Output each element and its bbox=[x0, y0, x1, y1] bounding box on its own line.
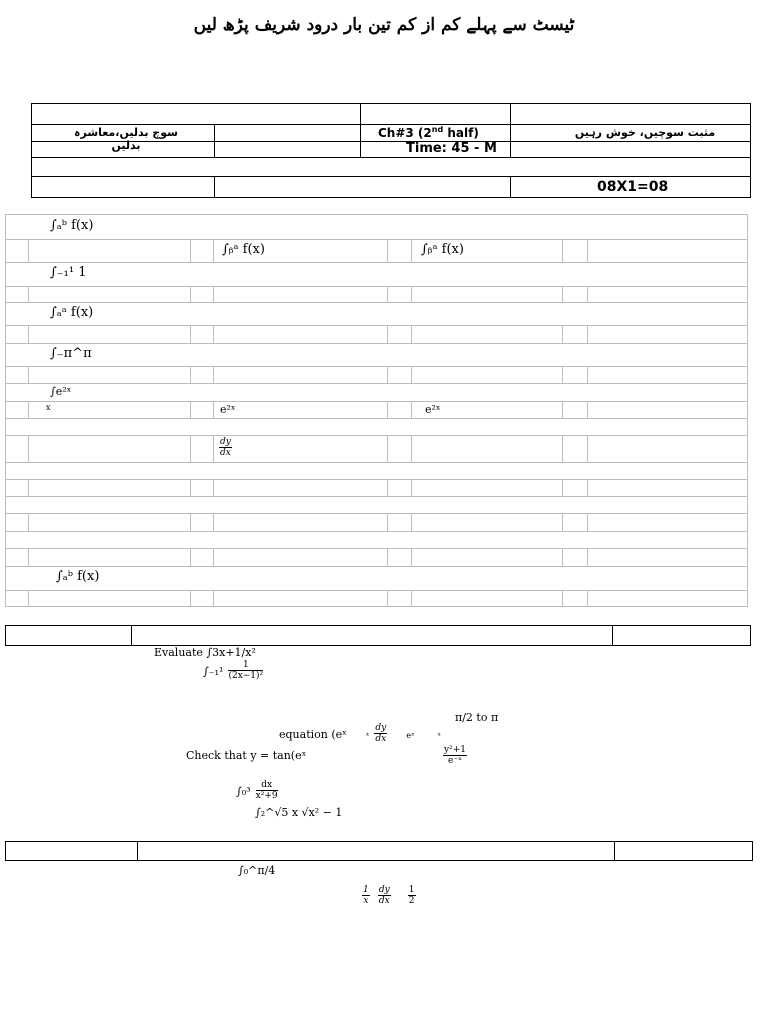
chapter-label: Ch#3 (2nd half) bbox=[378, 125, 479, 140]
short-q5: Check that y = tan(eˣ bbox=[186, 749, 307, 762]
mcq-q5: ∫e²ˣ bbox=[50, 385, 72, 398]
time-label: Time: 45 - M bbox=[406, 141, 497, 156]
short-q7: ∫₂^√5 x √x² − 1 bbox=[255, 806, 343, 819]
short-q5-fraction: $\frac{\text{y²+1}}{\text{e⁻ˣ}}$ bbox=[444, 745, 466, 766]
long-q2: $\frac{1}{x}$ $\frac{dy}{dx}$ $\frac{1}{2}$ bbox=[363, 885, 415, 906]
mcq-q5-note: x bbox=[46, 403, 51, 412]
mcq-q5-option-a: e²ˣ bbox=[220, 403, 236, 416]
short-q2: ∫₋₁¹ $\frac{1}{\text{(2x−1)²}}$ bbox=[203, 660, 264, 681]
page-title: ٹیسٹ سے پہلے کم از کم تین بار درود شریف پڑھ لیں bbox=[193, 15, 575, 35]
short-q4: equation (eˣ ˣ $\frac{dy}{dx}$ eˣ ˣ bbox=[279, 723, 441, 744]
mcq-q3: ∫ₐᵃ f(x) bbox=[50, 305, 94, 320]
short-q3: π/2 to π bbox=[455, 711, 499, 724]
mcq-q4: ∫₋π^π bbox=[50, 346, 92, 361]
mcq-q7: ∫ₐᵇ f(x) bbox=[56, 569, 100, 584]
short-q6: ∫₀³ $\frac{dx}{\text{x²+9}}$ bbox=[236, 780, 278, 801]
mcq-q1-option-a: ∫ᵦᵃ f(x) bbox=[222, 242, 265, 257]
mcq-q1: ∫ₐᵇ f(x) bbox=[50, 218, 94, 233]
short-q1: Evaluate ∫3x+1/x² bbox=[154, 646, 256, 659]
mcq-q2: ∫₋₁¹ 1 bbox=[50, 265, 87, 280]
motto-left: سوچ بدلیں،معاشرہ بدلیں bbox=[74, 126, 178, 152]
mcq-q1-option-b: ∫ᵦᵃ f(x) bbox=[421, 242, 464, 257]
motto-right: مثبت سوچیں، خوش رہیں bbox=[574, 126, 716, 139]
mcq-q6-derivative: $\frac{dy}{dx}$ bbox=[220, 437, 231, 458]
mcq-q5-option-b: e²ˣ bbox=[425, 403, 441, 416]
marks-label: 08X1=08 bbox=[597, 179, 669, 195]
long-q1: ∫₀^π/4 bbox=[238, 864, 276, 877]
